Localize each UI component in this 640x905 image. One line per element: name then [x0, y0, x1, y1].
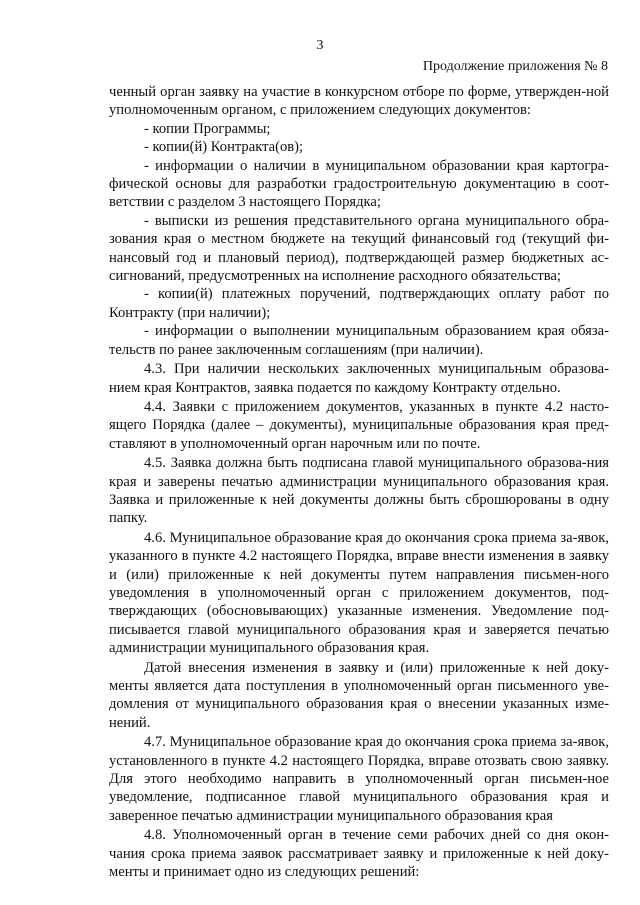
appendix-continuation-label: Продолжение приложения № 8 [422, 59, 608, 74]
paragraph-4-5: 4.5. Заявка должна быть подписана главой муниципального образова-ния края и заверены печатью администрации муниципального образования края. Заявка и приложенные к ней документы должны быть сброшюрованы в одну папку. [109, 455, 609, 527]
list-item-obligations-info: - информации о выполнении муниципальным образованием края обяза-тельств по ранее заключенным соглашениям (при наличии). [109, 323, 609, 358]
document-body [109, 83, 609, 881]
list-item-payment-orders: - копии(й) платежных поручений, подтверждающих оплату работ по Контракту (при наличии); [109, 286, 609, 321]
paragraph-4-6: 4.6. Муниципальное образование края до окончания срока приема за-явок, указанного в пункте 4.2 настоящего Порядка, вправе внести изменения в заявку и (или) приложенные к ней документы путем направления письмен-ного уведомления в уполномоченный орган с приложением документов, под-тверждающих (обосновывающих) указанные изменения. Уведомление под-писывается главой муниципального образования края и заверяется печатью администрации муниципального образования края. [109, 529, 609, 657]
list-item-program-copies: - копии Программы; [144, 120, 271, 137]
paragraph-4-4: 4.4. Заявки с приложением документов, указанных в пункте 4.2 насто-ящего Порядка (далее – документы), муниципальные образования края пред-ставляют в уполномоченный орган нарочным или по почте. [109, 398, 609, 452]
paragraph-4-3: 4.3. При наличии нескольких заключенных муниципальным образова-нием края Контрактов, заявка подается по каждому Контракту отдельно. [109, 361, 609, 396]
paragraph-intro: ченный орган заявку на участие в конкурсном отборе по форме, утвержден-ной уполномоченным органом, с приложением следующих документов: [109, 84, 609, 119]
paragraph-4-8: 4.8. Уполномоченный орган в течение семи рабочих дней со дня окон-чания срока приема заявок рассматривает заявку и приложенные к ней доку-менты и принимает одно из следующих решений: [109, 827, 609, 881]
list-item-budget-extract: - выписки из решения представительного органа муниципального обра-зования края о местном бюджете на текущий финансовый год (текущий фи-нансовый год и плановый период), подтверждающей размер бюджетных ас-сигнований, предусмотренных на исполнение расходного обязательства; [109, 212, 609, 285]
paragraph-4-7: 4.7. Муниципальное образование края до окончания срока приема за-явок, установленного в пункте 4.2 настоящего Порядка, вправе отозвать свою заявку. Для этого необходимо направить в уполномоченный орган письмен-ное уведомление, подписанное главой муниципального образования края и заверенное печатью администрации муниципального образования края [109, 734, 609, 824]
list-item-contract-copies: - копии(й) Контракта(ов); [144, 139, 304, 156]
paragraph-change-date: Датой внесения изменения в заявку и (или) приложенные к ней доку-менты является дата поступления в уполномоченный орган письменного уве-домления от муниципального образования края о внесении указанных изме-нений. [109, 659, 609, 731]
page-number: 3 [316, 38, 324, 53]
list-item-cartographic-basis: - информации о наличии в муниципальном образовании края картогра-фической основы для разработки градостроительную документацию в соот-ветствии с разделом 3 настоящего Порядка; [109, 157, 609, 211]
